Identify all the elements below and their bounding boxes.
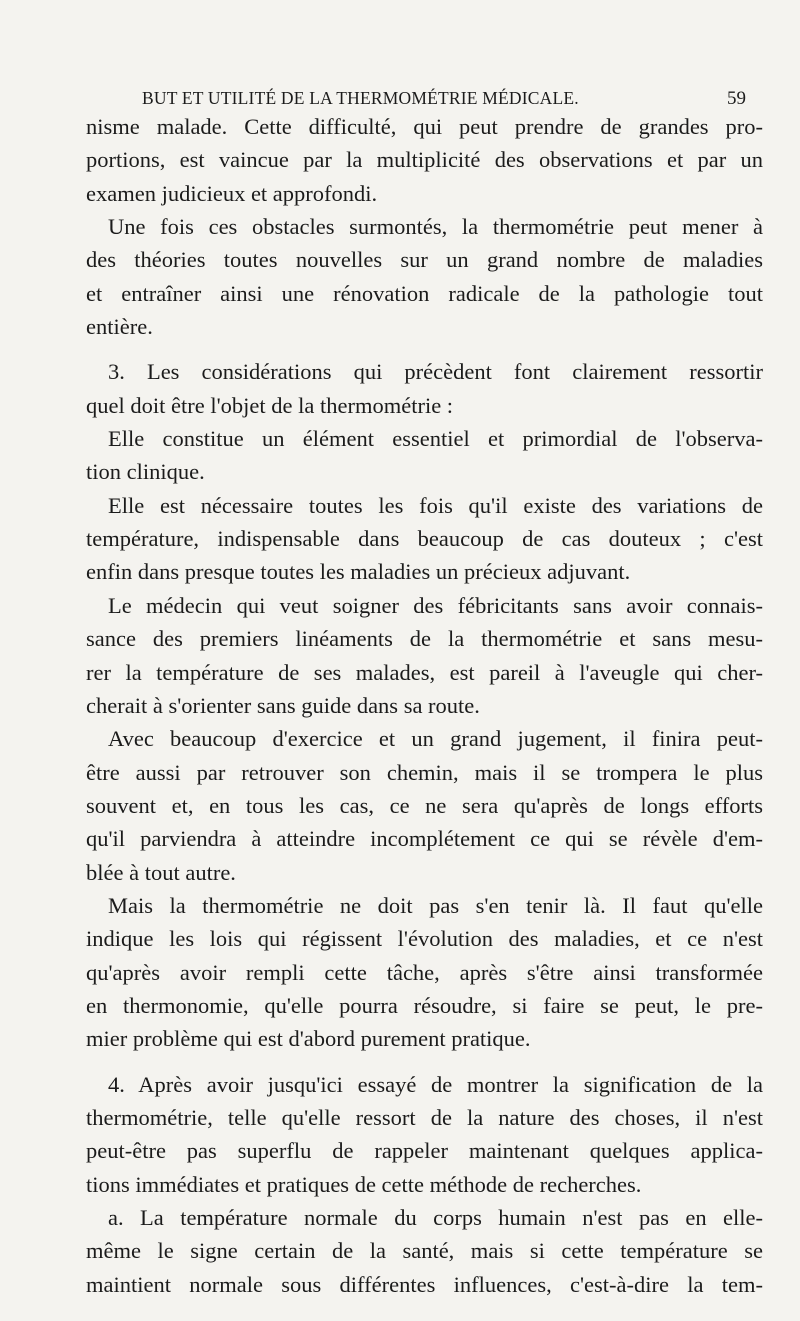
text-line: Elle est nécessaire toutes les fois qu'il existe des variations de bbox=[108, 492, 763, 518]
text-line: entière. bbox=[86, 314, 153, 340]
section-gap bbox=[86, 343, 763, 355]
text-line: en thermonomie, qu'elle pourra résoudre, si faire se peut, le pre- bbox=[86, 992, 763, 1018]
text-line: souvent et, en tous les cas, ce ne sera qu'après de longs efforts bbox=[86, 792, 763, 818]
text-line: Mais la thermométrie ne doit pas s'en tenir là. Il faut qu'elle bbox=[108, 892, 763, 918]
text-line: 3. Les considérations qui précèdent font clairement ressortir bbox=[108, 359, 763, 385]
section-gap bbox=[86, 1056, 763, 1068]
text-line: maintient normale sous différentes influences, c'est-à-dire la tem- bbox=[86, 1271, 763, 1297]
text-line: portions, est vaincue par la multiplicité des observations et par un bbox=[86, 147, 763, 173]
text-line: examen judicieux et approfondi. bbox=[86, 180, 378, 206]
text-line: être aussi par retrouver son chemin, mais il se trompera le plus bbox=[86, 759, 763, 785]
text-line: rer la température de ses malades, est pareil à l'aveugle qui cher- bbox=[86, 659, 763, 685]
text-line: enfin dans presque toutes les maladies un précieux adjuvant. bbox=[86, 559, 631, 585]
text-line: température, indispensable dans beaucoup de cas douteux ; c'est bbox=[86, 526, 763, 552]
text-line: qu'il parviendra à atteindre incomplétement ce qui se révèle d'em- bbox=[86, 826, 763, 852]
text-line: a. La température normale du corps humain n'est pas en elle- bbox=[108, 1205, 763, 1230]
text-line: Le médecin qui veut soigner des fébricitants sans avoir connais- bbox=[108, 592, 763, 618]
text-line: peut-être pas superflu de rappeler maintenant quelques applica- bbox=[86, 1138, 763, 1164]
text-line: qu'après avoir rempli cette tâche, après s'être ainsi transformée bbox=[86, 959, 763, 985]
running-title: BUT ET UTILITÉ DE LA THERMOMÉTRIE MÉDICALE. bbox=[142, 88, 579, 108]
text-line: tion clinique. bbox=[86, 459, 205, 485]
text-line: Elle constitue un élément essentiel et primordial de l'observa- bbox=[108, 426, 763, 452]
text-line: tions immédiates et pratiques de cette méthode de recherches. bbox=[86, 1171, 642, 1197]
text-line: blée à tout autre. bbox=[86, 859, 236, 885]
text-line: Avec beaucoup d'exercice et un grand jugement, il finira peut- bbox=[108, 726, 763, 752]
text-line: thermométrie, telle qu'elle ressort de la nature des choses, il n'est bbox=[86, 1104, 763, 1130]
text-line: quel doit être l'objet de la thermométrie : bbox=[86, 392, 454, 418]
page-number: 59 bbox=[727, 88, 746, 109]
text-line: et entraîner ainsi une rénovation radicale de la pathologie tout bbox=[86, 280, 763, 306]
text-line: sance des premiers linéaments de la thermométrie et sans mesu- bbox=[86, 626, 763, 652]
text-line: cherait à s'orienter sans guide dans sa route. bbox=[86, 692, 480, 718]
text-line: 4. Après avoir jusqu'ici essayé de montrer la signification de la bbox=[108, 1071, 763, 1097]
text-line: Une fois ces obstacles surmontés, la thermométrie peut mener à bbox=[108, 214, 763, 240]
text-line: des théories toutes nouvelles sur un grand nombre de maladies bbox=[86, 247, 763, 273]
text-line: mier problème qui est d'abord purement pratique. bbox=[86, 1026, 531, 1052]
text-line: nisme malade. Cette difficulté, qui peut prendre de grandes pro- bbox=[86, 114, 763, 139]
text-line: indique les lois qui régissent l'évolution des maladies, et ce n'est bbox=[86, 926, 763, 952]
body-text bbox=[86, 110, 763, 1301]
text-line: même le signe certain de la santé, mais si cette température se bbox=[86, 1238, 763, 1264]
